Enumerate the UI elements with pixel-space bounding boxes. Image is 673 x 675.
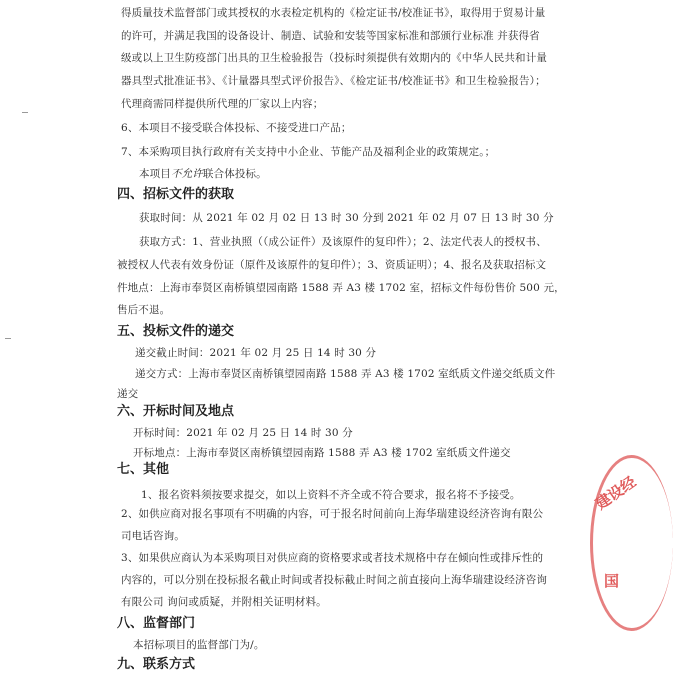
section-5-method-2: 递交 bbox=[117, 388, 139, 400]
section-7-p3-line-1: 3、如果供应商认为本采购项目对供应商的资格要求或者技术规格中存在倾向性或排斥性的 bbox=[121, 552, 544, 564]
section-7-p1: 1、报名资料须按要求提交，如以上资料不齐全或不符合要求，报名将不予接受。 bbox=[141, 489, 521, 501]
section-7-p3-line-2: 内容的，可以分别在投标报名截止时间或者投标截止时间之前直接向上海华瑞建设经济咨询 bbox=[121, 574, 547, 586]
consortium-prefix: 本项目 bbox=[139, 168, 171, 180]
section-7-p2-line-2: 司电话咨询。 bbox=[121, 530, 185, 542]
section-5-heading: 五、投标文件的递交 bbox=[117, 324, 235, 339]
section-7-heading: 七、其他 bbox=[117, 462, 170, 477]
intro-line-2: 的许可，并满足我国的设备设计、制造、试验和安装等国家标准和部颁行业标准 并获得省 bbox=[121, 30, 540, 42]
intro-line-3: 级或以上卫生防疫部门出具的卫生检验报告（投标时须提供有效期内的《中华人民共和计量 bbox=[121, 52, 547, 64]
section-7-p3-line-3: 有限公司 询问或质疑，并附相关证明材料。 bbox=[121, 596, 327, 608]
item-6: 6、本项目不接受联合体投标、不接受进口产品； bbox=[121, 122, 352, 134]
section-6-heading: 六、开标时间及地点 bbox=[117, 404, 235, 419]
section-4-time: 获取时间：从 2021 年 02 月 02 日 13 时 30 分到 2021 年 02 月 07 日 13 时 30 分 bbox=[139, 212, 554, 224]
section-5-deadline: 递交截止时间：2021 年 02 月 25 日 14 时 30 分 bbox=[135, 347, 377, 359]
item-7: 7、本采购项目执行政府有关支持中小企业、节能产品及福利企业的政策规定。； bbox=[121, 146, 496, 158]
intro-line-5: 代理商需同样提供所代理的厂家以上内容； bbox=[121, 98, 324, 110]
consortium-line bbox=[139, 167, 267, 181]
section-6-place: 开标地点：上海市奉贤区南桥镇望园南路 1588 弄 A3 楼 1702 室纸质文件递交 bbox=[133, 447, 511, 459]
scan-mark bbox=[22, 112, 28, 113]
section-8-heading: 八、监督部门 bbox=[117, 616, 196, 631]
intro-line-4: 器具型式批准证书》、《计量器具型式评价报告》、《检定证书/校准证书》和卫生检验报告）； bbox=[121, 75, 546, 87]
consortium-suffix: 联合体投标。 bbox=[202, 168, 267, 180]
section-6-time: 开标时间：2021 年 02 月 25 日 14 时 30 分 bbox=[133, 427, 353, 439]
section-8-text: 本招标项目的监督部门为/。 bbox=[133, 639, 265, 651]
scan-mark bbox=[5, 338, 11, 339]
seal-text-mid: 国 bbox=[604, 572, 620, 590]
section-5-method-1: 递交方式：上海市奉贤区南桥镇望园南路 1588 弄 A3 楼 1702 室纸质文件递交纸质文件 bbox=[135, 368, 556, 380]
consortium-italic: 不允许 bbox=[170, 168, 203, 180]
section-4-method-4: 售后不退。 bbox=[117, 304, 171, 316]
section-4-method-2: 被授权人代表有效身份证（原件及该原件的复印件）；3、资质证明）；4、报名及获取招标文 bbox=[117, 259, 547, 271]
section-7-p2-line-1: 2、如供应商对报名事项有不明确的内容，可于报名时间前向上海华瑞建设经济咨询有限公 bbox=[121, 508, 544, 520]
section-4-method-1: 获取方式：1、营业执照（（成公证件）及该原件的复印件）；2、法定代表人的授权书、 bbox=[139, 236, 547, 248]
section-9-heading: 九、联系方式 bbox=[117, 657, 196, 672]
section-4-method-3: 件地点：上海市奉贤区南桥镇望园南路 1588 弄 A3 楼 1702 室，招标文件每份售价 500 元， bbox=[117, 282, 565, 294]
seal-text-top: 建设经 bbox=[592, 472, 640, 514]
section-4-heading: 四、招标文件的获取 bbox=[117, 187, 235, 202]
intro-line-1: 得质量技术监督部门或其授权的水表检定机构的《检定证书/校准证书》，取得用于贸易计量 bbox=[121, 7, 546, 19]
